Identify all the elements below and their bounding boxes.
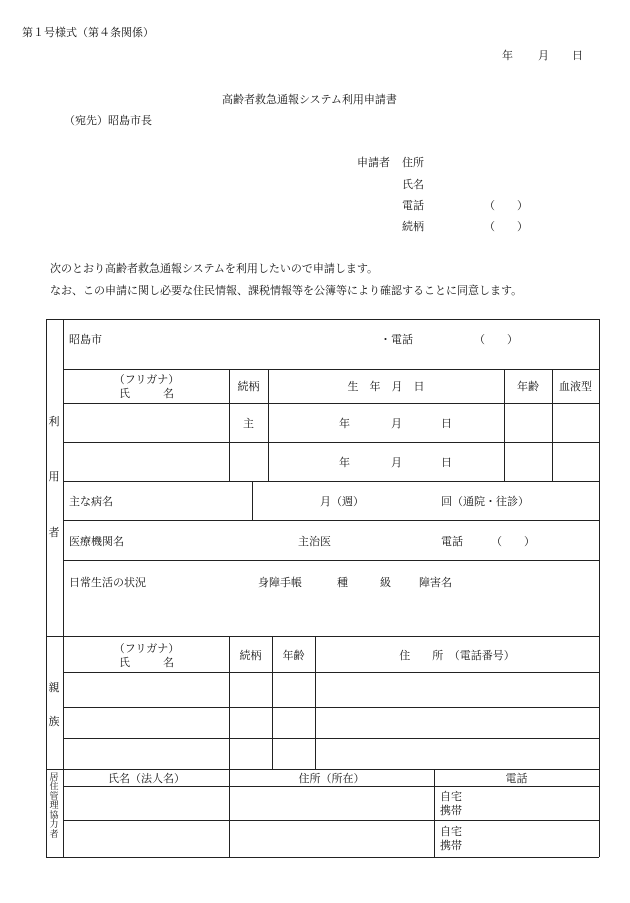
applicant-phone-label: 電話 [402,199,424,212]
user-age-header: 年齢 [517,380,539,393]
helper-name-header: 氏名（法人名） [108,772,185,785]
date-month-label: 月 [538,49,549,62]
helper-1-mobile-label: 携帯 [440,804,462,817]
doctor-label: 主治医 [298,535,331,548]
hospital-label: 医療機関名 [69,535,124,548]
family-age-header: 年齢 [282,649,305,662]
family-address-header: 住 所 （電話番号） [399,649,515,662]
family-section-label-1: 親 [48,681,60,694]
statement-line-2: なお、この申請に関し必要な住民情報、課税情報等を公簿等により確認することに同意します。 [50,284,523,297]
user-relation-header: 続柄 [237,380,260,393]
user-blood-type-header: 血液型 [559,380,592,393]
family-furigana-header: （フリガナ） [113,642,180,655]
document-title: 高齢者救急通報システム利用申請書 [222,93,397,106]
user-2-day-label: 日 [441,456,452,469]
applicant-phone-paren: （ ） [484,199,528,212]
statement-line-1: 次のとおり高齢者救急通報システムを利用したいので申請します。 [50,262,379,275]
helper-2-home-label: 自宅 [440,825,462,838]
frequency-period-label: 月（週） [320,495,364,508]
helper-address-header: 住所（所在） [298,772,365,785]
user-phone-label: ・電話 [380,333,413,346]
user-section-label-1: 利 [48,415,60,428]
user-1-day-label: 日 [441,417,452,430]
form-number: 第１号様式（第４条関係） [22,26,154,39]
user-1-month-label: 月 [391,417,402,430]
date-day-label: 日 [572,49,583,62]
user-phone-paren[interactable]: （ ） [474,333,518,346]
family-section-label-2: 族 [48,715,60,728]
hospital-phone-paren: （ ） [491,535,535,548]
daily-life-label: 日常生活の状況 [69,576,146,589]
helper-section-label: 居 住 管 理 協 力 者 [49,773,59,840]
applicant-address-label: 住所 [402,156,424,169]
addressee: （宛先）昭島市長 [64,114,152,127]
user-birthdate-header: 生 年 月 日 [347,380,425,393]
helper-phone-header: 電話 [505,772,528,785]
user-section-label-3: 者 [48,526,60,539]
user-city-field[interactable]: 昭島市 [69,333,102,346]
user-2-month-label: 月 [391,456,402,469]
applicant-relation-paren: （ ） [484,220,528,233]
user-2-year-label: 年 [339,456,350,469]
date-year-label: 年 [502,49,513,62]
hospital-phone-label: 電話 [441,535,463,548]
disability-handbook-label: 身障手帳 [258,576,302,589]
user-1-year-label: 年 [339,417,350,430]
family-name-header: 氏 名 [119,656,174,669]
helper-2-mobile-label: 携帯 [440,839,462,852]
user-main-marker: 主 [243,417,254,430]
disability-name-label: 障害名 [419,576,452,589]
user-furigana-header: （フリガナ） [113,373,180,386]
applicant-relation-label: 続柄 [402,220,424,233]
user-section-label-2: 用 [48,470,60,483]
applicant-label: 申請者 [357,156,390,169]
disease-label: 主な病名 [69,495,113,508]
user-name-header: 氏 名 [119,387,174,400]
disability-type-label: 種 [337,576,348,589]
visits-label: 回（通院・往診） [441,495,529,508]
applicant-name-label: 氏名 [402,178,424,191]
family-relation-header: 続柄 [239,649,262,662]
helper-1-home-label: 自宅 [440,790,462,803]
disability-grade-label: 級 [380,576,391,589]
